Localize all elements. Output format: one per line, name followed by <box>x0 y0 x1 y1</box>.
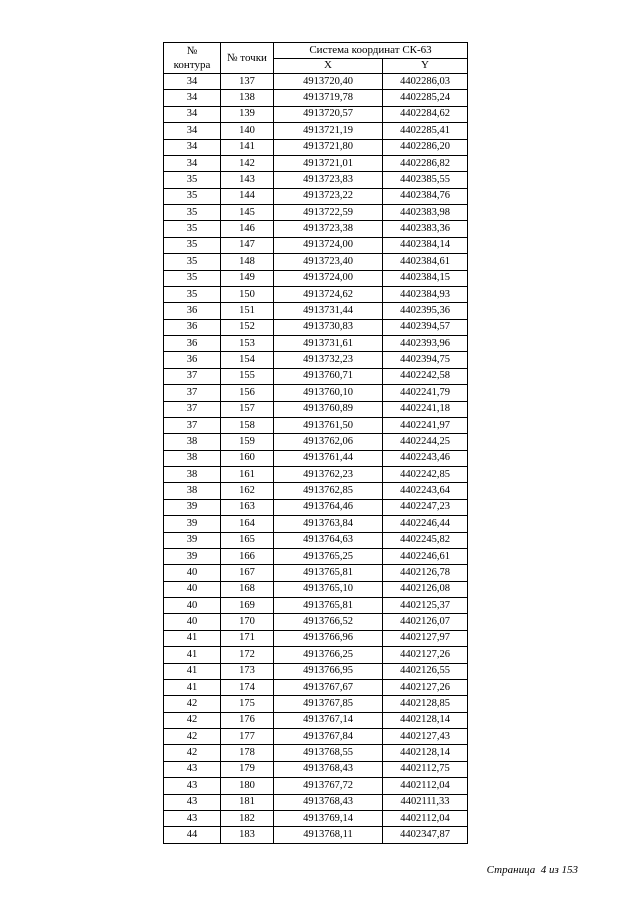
cell-y: 4402243,46 <box>383 450 468 466</box>
cell-contour: 40 <box>164 614 221 630</box>
cell-x: 4913724,00 <box>274 237 383 253</box>
cell-contour: 35 <box>164 254 221 270</box>
cell-y: 4402285,41 <box>383 123 468 139</box>
cell-y: 4402241,97 <box>383 417 468 433</box>
table-row <box>164 532 468 548</box>
cell-point: 148 <box>221 254 274 270</box>
table-row <box>164 172 468 188</box>
table-row <box>164 450 468 466</box>
cell-contour: 35 <box>164 237 221 253</box>
cell-x: 4913767,85 <box>274 696 383 712</box>
cell-y: 4402111,33 <box>383 794 468 810</box>
cell-y: 4402112,04 <box>383 810 468 826</box>
cell-contour: 44 <box>164 827 221 843</box>
table-row <box>164 614 468 630</box>
cell-contour: 39 <box>164 532 221 548</box>
cell-contour: 42 <box>164 696 221 712</box>
table-row <box>164 417 468 433</box>
cell-y: 4402128,14 <box>383 712 468 728</box>
table-row <box>164 810 468 826</box>
table-row <box>164 319 468 335</box>
page-number: 4 <box>540 864 547 876</box>
cell-contour: 37 <box>164 385 221 401</box>
table-row <box>164 123 468 139</box>
table-row <box>164 598 468 614</box>
cell-point: 153 <box>221 336 274 352</box>
cell-x: 4913721,01 <box>274 155 383 171</box>
cell-contour: 38 <box>164 467 221 483</box>
cell-x: 4913766,96 <box>274 630 383 646</box>
total-pages: 153 <box>561 864 578 876</box>
cell-y: 4402383,36 <box>383 221 468 237</box>
table-row <box>164 663 468 679</box>
cell-y: 4402127,43 <box>383 729 468 745</box>
cell-point: 166 <box>221 548 274 564</box>
cell-point: 164 <box>221 516 274 532</box>
cell-contour: 35 <box>164 172 221 188</box>
cell-contour: 38 <box>164 483 221 499</box>
cell-x: 4913766,25 <box>274 647 383 663</box>
cell-x: 4913730,83 <box>274 319 383 335</box>
cell-point: 152 <box>221 319 274 335</box>
cell-contour: 36 <box>164 319 221 335</box>
cell-y: 4402245,82 <box>383 532 468 548</box>
cell-x: 4913724,62 <box>274 286 383 302</box>
cell-point: 175 <box>221 696 274 712</box>
cell-y: 4402384,61 <box>383 254 468 270</box>
cell-x: 4913723,40 <box>274 254 383 270</box>
cell-point: 158 <box>221 417 274 433</box>
cell-point: 163 <box>221 499 274 515</box>
table-row <box>164 286 468 302</box>
cell-point: 145 <box>221 205 274 221</box>
cell-y: 4402128,14 <box>383 745 468 761</box>
cell-y: 4402384,14 <box>383 237 468 253</box>
table-row <box>164 385 468 401</box>
cell-x: 4913762,06 <box>274 434 383 450</box>
cell-contour: 40 <box>164 565 221 581</box>
table-row <box>164 516 468 532</box>
table-row <box>164 106 468 122</box>
table-row <box>164 630 468 646</box>
cell-point: 151 <box>221 303 274 319</box>
cell-contour: 40 <box>164 581 221 597</box>
cell-y: 4402286,82 <box>383 155 468 171</box>
cell-y: 4402241,18 <box>383 401 468 417</box>
table-row <box>164 254 468 270</box>
cell-x: 4913724,00 <box>274 270 383 286</box>
table-row <box>164 712 468 728</box>
cell-point: 143 <box>221 172 274 188</box>
cell-contour: 43 <box>164 778 221 794</box>
cell-y: 4402128,85 <box>383 696 468 712</box>
cell-contour: 38 <box>164 434 221 450</box>
cell-point: 138 <box>221 90 274 106</box>
table-row <box>164 368 468 384</box>
header-coordinate-system: Система координат СК-63 <box>274 43 468 59</box>
cell-x: 4913720,57 <box>274 106 383 122</box>
cell-x: 4913721,80 <box>274 139 383 155</box>
table-row <box>164 565 468 581</box>
cell-y: 4402394,75 <box>383 352 468 368</box>
cell-y: 4402246,44 <box>383 516 468 532</box>
cell-point: 161 <box>221 467 274 483</box>
cell-y: 4402246,61 <box>383 548 468 564</box>
cell-x: 4913764,46 <box>274 499 383 515</box>
cell-contour: 36 <box>164 303 221 319</box>
cell-contour: 34 <box>164 90 221 106</box>
page-label: Страница <box>486 864 536 876</box>
cell-x: 4913719,78 <box>274 90 383 106</box>
header-contour-number-line1: № <box>186 45 198 57</box>
cell-contour: 43 <box>164 810 221 826</box>
table-row <box>164 352 468 368</box>
cell-contour: 34 <box>164 106 221 122</box>
table-row <box>164 761 468 777</box>
cell-x: 4913766,52 <box>274 614 383 630</box>
cell-contour: 37 <box>164 368 221 384</box>
cell-point: 140 <box>221 123 274 139</box>
cell-contour: 42 <box>164 729 221 745</box>
cell-point: 168 <box>221 581 274 597</box>
table-row <box>164 221 468 237</box>
cell-contour: 34 <box>164 74 221 90</box>
cell-y: 4402242,58 <box>383 368 468 384</box>
cell-x: 4913767,67 <box>274 679 383 695</box>
cell-x: 4913720,40 <box>274 74 383 90</box>
cell-x: 4913760,89 <box>274 401 383 417</box>
table-row <box>164 74 468 90</box>
cell-x: 4913768,43 <box>274 794 383 810</box>
cell-x: 4913767,14 <box>274 712 383 728</box>
table-row <box>164 303 468 319</box>
cell-x: 4913765,81 <box>274 598 383 614</box>
cell-x: 4913769,14 <box>274 810 383 826</box>
cell-x: 4913763,84 <box>274 516 383 532</box>
cell-y: 4402242,85 <box>383 467 468 483</box>
table-row <box>164 483 468 499</box>
cell-contour: 35 <box>164 205 221 221</box>
cell-x: 4913764,63 <box>274 532 383 548</box>
table-row <box>164 581 468 597</box>
cell-contour: 34 <box>164 139 221 155</box>
table-row <box>164 778 468 794</box>
cell-point: 147 <box>221 237 274 253</box>
cell-contour: 41 <box>164 630 221 646</box>
cell-point: 179 <box>221 761 274 777</box>
cell-contour: 39 <box>164 499 221 515</box>
table-row <box>164 90 468 106</box>
cell-x: 4913765,81 <box>274 565 383 581</box>
cell-y: 4402112,04 <box>383 778 468 794</box>
table-row <box>164 205 468 221</box>
table-row <box>164 827 468 843</box>
cell-contour: 35 <box>164 188 221 204</box>
cell-point: 149 <box>221 270 274 286</box>
cell-y: 4402286,20 <box>383 139 468 155</box>
cell-contour: 39 <box>164 516 221 532</box>
cell-point: 177 <box>221 729 274 745</box>
cell-contour: 38 <box>164 450 221 466</box>
table-row <box>164 270 468 286</box>
cell-contour: 42 <box>164 712 221 728</box>
cell-point: 156 <box>221 385 274 401</box>
cell-contour: 35 <box>164 221 221 237</box>
cell-point: 165 <box>221 532 274 548</box>
cell-y: 4402285,24 <box>383 90 468 106</box>
cell-x: 4913767,84 <box>274 729 383 745</box>
cell-x: 4913731,44 <box>274 303 383 319</box>
cell-y: 4402112,75 <box>383 761 468 777</box>
cell-point: 169 <box>221 598 274 614</box>
cell-contour: 41 <box>164 647 221 663</box>
cell-contour: 43 <box>164 794 221 810</box>
cell-y: 4402247,23 <box>383 499 468 515</box>
cell-point: 172 <box>221 647 274 663</box>
cell-point: 178 <box>221 745 274 761</box>
table-row <box>164 155 468 171</box>
cell-point: 157 <box>221 401 274 417</box>
cell-y: 4402383,98 <box>383 205 468 221</box>
cell-point: 159 <box>221 434 274 450</box>
cell-x: 4913721,19 <box>274 123 383 139</box>
table-row <box>164 745 468 761</box>
cell-point: 170 <box>221 614 274 630</box>
coordinates-table <box>163 42 468 844</box>
cell-y: 4402385,55 <box>383 172 468 188</box>
table-row <box>164 139 468 155</box>
cell-point: 146 <box>221 221 274 237</box>
cell-y: 4402243,64 <box>383 483 468 499</box>
table-row <box>164 696 468 712</box>
cell-point: 150 <box>221 286 274 302</box>
cell-x: 4913761,44 <box>274 450 383 466</box>
cell-x: 4913768,55 <box>274 745 383 761</box>
cell-x: 4913765,10 <box>274 581 383 597</box>
cell-x: 4913731,61 <box>274 336 383 352</box>
table-row <box>164 794 468 810</box>
cell-y: 4402394,57 <box>383 319 468 335</box>
header-contour-number <box>164 43 221 74</box>
cell-y: 4402126,08 <box>383 581 468 597</box>
cell-contour: 34 <box>164 155 221 171</box>
cell-y: 4402127,97 <box>383 630 468 646</box>
cell-x: 4913723,38 <box>274 221 383 237</box>
cell-x: 4913762,85 <box>274 483 383 499</box>
page-footer <box>487 864 578 876</box>
cell-point: 171 <box>221 630 274 646</box>
table-row <box>164 647 468 663</box>
cell-contour: 43 <box>164 761 221 777</box>
cell-point: 142 <box>221 155 274 171</box>
table-row <box>164 499 468 515</box>
header-y: Y <box>383 58 468 74</box>
table-row <box>164 679 468 695</box>
cell-contour: 39 <box>164 548 221 564</box>
cell-x: 4913768,11 <box>274 827 383 843</box>
cell-point: 162 <box>221 483 274 499</box>
cell-contour: 37 <box>164 417 221 433</box>
cell-y: 4402126,78 <box>383 565 468 581</box>
cell-y: 4402395,36 <box>383 303 468 319</box>
cell-y: 4402384,93 <box>383 286 468 302</box>
cell-y: 4402384,15 <box>383 270 468 286</box>
cell-point: 139 <box>221 106 274 122</box>
cell-point: 173 <box>221 663 274 679</box>
cell-x: 4913765,25 <box>274 548 383 564</box>
cell-point: 174 <box>221 679 274 695</box>
cell-contour: 37 <box>164 401 221 417</box>
cell-contour: 35 <box>164 270 221 286</box>
cell-y: 4402286,03 <box>383 74 468 90</box>
cell-x: 4913723,22 <box>274 188 383 204</box>
cell-point: 176 <box>221 712 274 728</box>
cell-point: 167 <box>221 565 274 581</box>
cell-point: 183 <box>221 827 274 843</box>
cell-contour: 42 <box>164 745 221 761</box>
table-row <box>164 548 468 564</box>
cell-point: 160 <box>221 450 274 466</box>
cell-point: 144 <box>221 188 274 204</box>
cell-contour: 34 <box>164 123 221 139</box>
cell-point: 155 <box>221 368 274 384</box>
cell-point: 137 <box>221 74 274 90</box>
cell-y: 4402393,96 <box>383 336 468 352</box>
cell-point: 182 <box>221 810 274 826</box>
cell-x: 4913723,83 <box>274 172 383 188</box>
cell-y: 4402127,26 <box>383 679 468 695</box>
table-body <box>164 74 468 844</box>
cell-contour: 35 <box>164 286 221 302</box>
cell-y: 4402284,62 <box>383 106 468 122</box>
cell-point: 180 <box>221 778 274 794</box>
cell-y: 4402347,87 <box>383 827 468 843</box>
cell-point: 154 <box>221 352 274 368</box>
cell-y: 4402126,07 <box>383 614 468 630</box>
cell-y: 4402241,79 <box>383 385 468 401</box>
cell-x: 4913761,50 <box>274 417 383 433</box>
cell-y: 4402244,25 <box>383 434 468 450</box>
cell-x: 4913732,23 <box>274 352 383 368</box>
cell-point: 181 <box>221 794 274 810</box>
cell-contour: 36 <box>164 336 221 352</box>
table-row <box>164 729 468 745</box>
cell-contour: 41 <box>164 679 221 695</box>
cell-y: 4402384,76 <box>383 188 468 204</box>
cell-point: 141 <box>221 139 274 155</box>
cell-x: 4913766,95 <box>274 663 383 679</box>
cell-x: 4913722,59 <box>274 205 383 221</box>
cell-x: 4913767,72 <box>274 778 383 794</box>
cell-contour: 40 <box>164 598 221 614</box>
table-row <box>164 401 468 417</box>
cell-y: 4402126,55 <box>383 663 468 679</box>
cell-y: 4402125,37 <box>383 598 468 614</box>
cell-x: 4913760,10 <box>274 385 383 401</box>
header-x: X <box>274 58 383 74</box>
cell-y: 4402127,26 <box>383 647 468 663</box>
cell-contour: 41 <box>164 663 221 679</box>
cell-x: 4913760,71 <box>274 368 383 384</box>
page-of-label: из <box>548 864 559 876</box>
table-row <box>164 188 468 204</box>
header-point-number: № точки <box>221 43 274 74</box>
header-contour-number-line2: контура <box>173 59 211 71</box>
cell-x: 4913762,23 <box>274 467 383 483</box>
table-row <box>164 237 468 253</box>
table-row <box>164 467 468 483</box>
cell-contour: 36 <box>164 352 221 368</box>
table-row <box>164 336 468 352</box>
cell-x: 4913768,43 <box>274 761 383 777</box>
table-row <box>164 434 468 450</box>
